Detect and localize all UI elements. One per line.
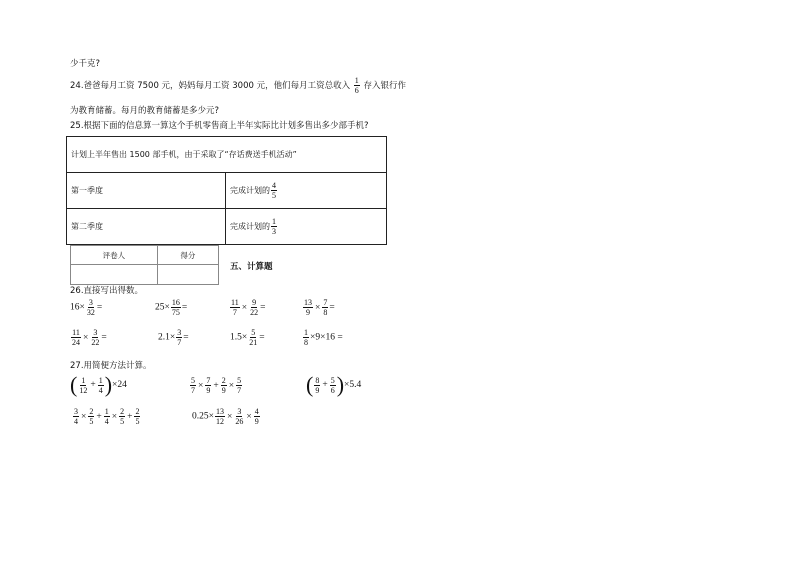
q26-item: 2.1× $\frac{3}{7}$ =	[158, 328, 189, 347]
q26-item: 25× $\frac{16}{75}$ =	[155, 298, 188, 317]
q24-text-2: 存入银行作	[363, 81, 407, 91]
score-table-score-header: 得分	[157, 246, 218, 265]
q27-item: 0.25× $\frac{13}{12}$ × $\frac{3}{26}$ × $\frac{4}{9}$	[192, 407, 259, 426]
plan-row-label: 第一季度	[67, 173, 226, 209]
q27-item: $\frac{5}{7}$ × $\frac{7}{9}$ + $\frac{2}{9}$ × $\frac{5}{7}$	[191, 376, 242, 395]
plan-row-label: 第二季度	[67, 209, 226, 245]
plan-table	[66, 136, 387, 245]
section-title: 五、计算题	[230, 262, 273, 272]
q24-line2: 为教育储蓄。每月的教育储蓄是多少元?	[70, 106, 220, 116]
q26-item: $\frac{1}{8}$ ×9×16 =	[304, 328, 343, 347]
q26-item: $\frac{11}{7}$ × $\frac{9}{22}$ =	[231, 298, 266, 317]
q26-item: 1.5× $\frac{5}{21}$ =	[230, 328, 265, 347]
q26-item: $\frac{11}{24}$ × $\frac{3}{22}$ =	[72, 328, 107, 347]
plan-table-header-row	[67, 137, 387, 173]
q26-title: 26.直接写出得数。	[70, 286, 144, 296]
q24-text-1: 24.爸爸每月工资 7500 元，妈妈每月工资 3000 元，他们每月工资总收入	[70, 81, 351, 91]
score-table-score-cell[interactable]	[157, 265, 218, 285]
plan-row-value: 完成计划的 $\frac{4}{5}$	[226, 173, 387, 209]
score-table-grader-header: 评卷人	[71, 246, 158, 265]
q26-item: 16× $\frac{3}{32}$ =	[70, 298, 103, 317]
plan-table-row	[67, 173, 387, 209]
q26-item: $\frac{13}{9}$ × $\frac{7}{8}$ =	[304, 298, 335, 317]
plan-row-value: 完成计划的 $\frac{1}{3}$	[226, 209, 387, 245]
plan-table-row	[67, 209, 387, 245]
score-table	[70, 245, 219, 285]
q25-text: 25.根据下面的信息算一算这个手机零售商上半年实际比计划多售出多少部手机?	[70, 121, 369, 131]
plan-table-header: 计划上半年售出 1500 部手机，由于采取了“存话费送手机活动”	[67, 137, 387, 173]
q24-line1	[70, 76, 406, 95]
q24-fraction: $\frac{1}{6}$	[354, 76, 359, 95]
q27-item: ( $\frac{8}{9}$ + $\frac{5}{6}$ )×5.4	[306, 372, 362, 397]
q27-item: ( $\frac{1}{12}$ + $\frac{1}{4}$ )×24	[70, 372, 127, 397]
score-table-grader-cell[interactable]	[71, 265, 158, 285]
q23-tail: 少千克?	[70, 59, 101, 69]
q27-item: $\frac{3}{4}$ × $\frac{2}{5}$ + $\frac{1}{4}$ × $\frac{2}{5}$ + $\frac{2}{5}$	[74, 407, 140, 426]
q27-title: 27.用简便方法计算。	[70, 361, 152, 371]
